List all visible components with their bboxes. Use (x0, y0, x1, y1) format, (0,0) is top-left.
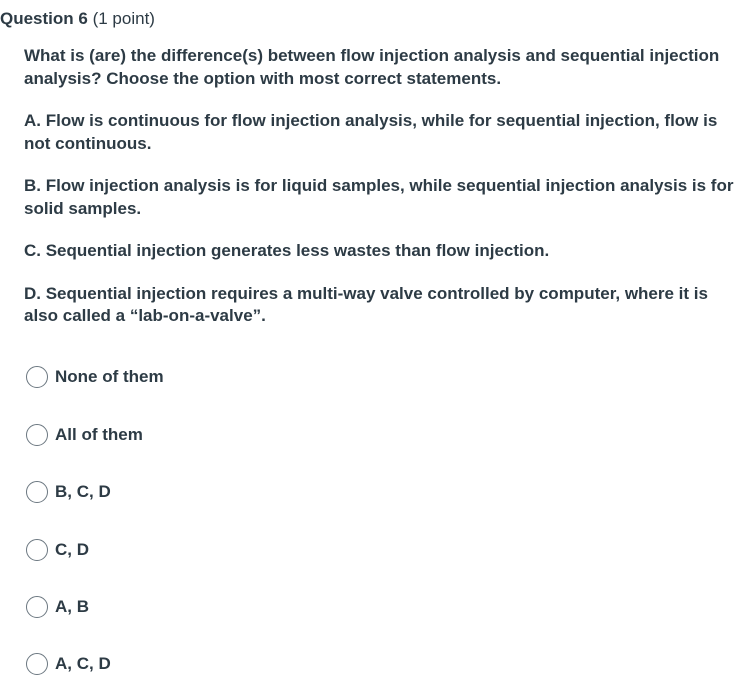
radio-button[interactable] (26, 424, 48, 446)
radio-button[interactable] (26, 596, 48, 618)
radio-button[interactable] (26, 481, 48, 503)
answer-option-b-c-d[interactable] (26, 479, 111, 505)
question-text (24, 45, 746, 348)
statement-d: D. Sequential injection requires a multi-way valve controlled by computer, where it is also called a “lab-on-a-valve”. (24, 283, 708, 325)
answer-option-none-of-them[interactable] (26, 364, 164, 390)
answer-label[interactable]: A, C, D (55, 654, 111, 673)
statement-b: B. Flow injection analysis is for liquid samples, while sequential injection analysis is for solid samples. (24, 176, 734, 218)
question-points: (1 point) (92, 9, 155, 28)
answer-option-a-b[interactable] (26, 594, 89, 620)
radio-button[interactable] (26, 366, 48, 388)
answer-label[interactable]: B, C, D (55, 482, 111, 501)
question-header (0, 8, 155, 30)
question-name: Question 6 (0, 9, 88, 28)
radio-button[interactable] (26, 539, 48, 561)
statement-c: C. Sequential injection generates less wastes than flow injection. (24, 241, 550, 260)
answer-label[interactable]: All of them (55, 425, 143, 444)
answer-label[interactable]: None of them (55, 367, 164, 386)
answer-label[interactable]: A, B (55, 597, 89, 616)
answer-label[interactable]: C, D (55, 540, 89, 559)
answer-option-c-d[interactable] (26, 537, 89, 563)
question-prompt: What is (are) the difference(s) between flow injection analysis and sequential injection analysis? Choose the option with most correct statements. (24, 46, 720, 88)
answer-option-a-c-d[interactable] (26, 651, 111, 677)
statement-a: A. Flow is continuous for flow injection analysis, while for sequential injection, flow is not continuous. (24, 111, 718, 153)
answer-option-all-of-them[interactable] (26, 422, 143, 448)
radio-button[interactable] (26, 653, 48, 675)
